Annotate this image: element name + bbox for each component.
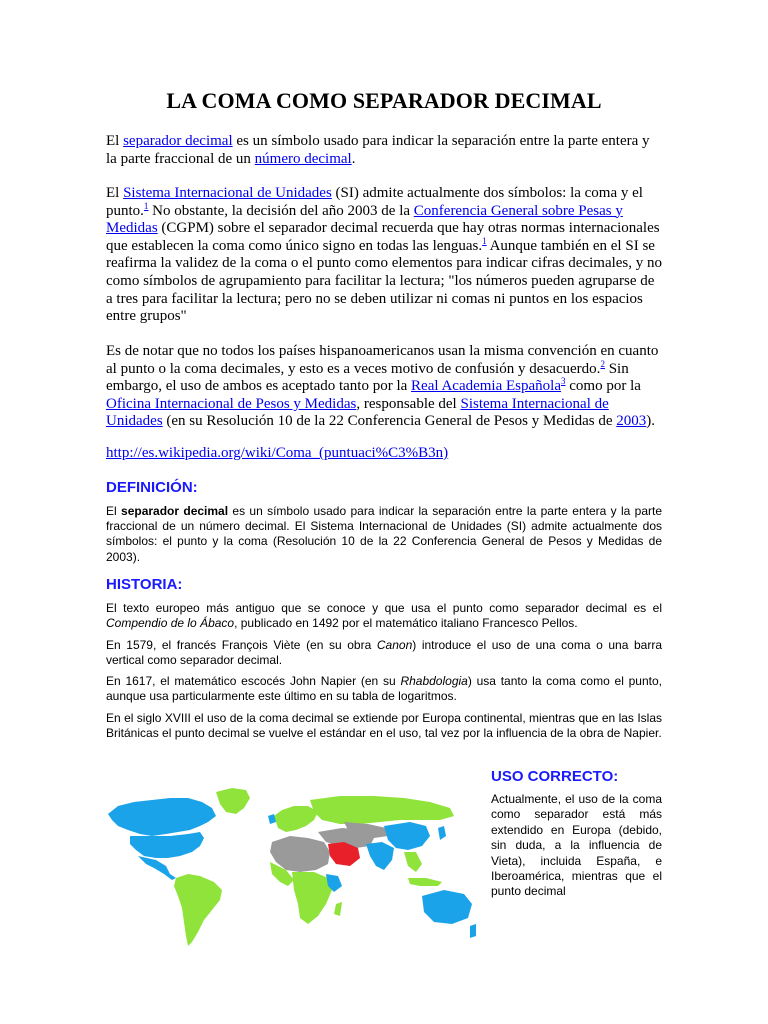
definicion-paragraph (106, 504, 662, 565)
link-sistema-internacional-2[interactable]: Sistema Internacional de Unidades (106, 395, 609, 430)
uso-correcto-paragraph: Actualmente, el uso de la coma como separador está más extendido en Europa (debido, sin duda, a la influencia de Vieta), incluida España, e Iberoamérica, mientras que el punto decimal (491, 792, 662, 899)
text-span: (CGPM) sobre el separador decimal recuerda que hay otras normas internacionales que establecen la coma como único signo en todas las lenguas. (106, 220, 660, 254)
footnote-ref[interactable]: 2 (600, 358, 605, 369)
intro-paragraph-2 (106, 185, 662, 326)
intro-paragraph-1 (106, 133, 662, 168)
italic-title: Rhabdologia (400, 674, 468, 688)
text-span: El (106, 504, 122, 518)
historia-paragraph-3 (106, 674, 662, 704)
historia-paragraph-1 (106, 601, 662, 631)
text-span: El (106, 133, 124, 149)
text-span: es un símbolo usado para indicar la separación entre la parte entera y la parte fraccional de un (106, 133, 650, 167)
italic-title: Canon (376, 638, 413, 652)
text-span: En 1617, el matemático escocés John Napier (en su (106, 674, 401, 688)
heading-historia: HISTORIA: (106, 576, 183, 593)
heading-uso-correcto: USO CORRECTO: (491, 768, 619, 785)
text-span: ) usa tanto la coma como el punto, aunque usa particularmente este último en su tabla de logaritmos. (106, 674, 662, 704)
link-conferencia-general[interactable]: Conferencia General sobre Pesas y Medidas (106, 202, 623, 237)
text-span: Aunque también en el SI se reafirma la validez de la coma o el punto como elementos para indicar cifras decimales, y no como símbolos de agrupamiento para facilitar la lectura; "los números pueden agruparse de a tres para facilitar la lectura; pero no se deben utilizar ni comas ni puntos en los espacios entre grupos" (106, 237, 663, 325)
link-2003[interactable]: 2003 (616, 413, 647, 430)
map-region-new-zealand (470, 924, 476, 938)
footnote-ref[interactable]: 1 (143, 200, 149, 211)
link-separador-decimal[interactable]: separador decimal (123, 133, 233, 149)
source-url-link[interactable]: http://es.wikipedia.org/wiki/Coma_(puntuaci%C3%B3n) (106, 445, 449, 461)
text-span: . (351, 150, 356, 167)
text-span: Sin embargo, el uso de ambos es aceptado tanto por la (106, 360, 629, 395)
text-span: , responsable del (356, 395, 461, 412)
link-oficina-internacional[interactable]: Oficina Internacional de Pesos y Medidas (106, 395, 357, 412)
text-span: como por la (565, 378, 641, 395)
intro-paragraph-3 (106, 343, 662, 431)
text-span: , publicado en 1492 por el matemático italiano Francesco Pellos. (234, 616, 578, 631)
historia-paragraph-4: En el siglo XVIII el uso de la coma decimal se extiende por Europa continental, mientras que en las Islas Británicas el punto decimal se vuelve el estándar en el uso, tal vez por la influencia de la obra de Napier. (106, 711, 662, 741)
text-span: es un símbolo usado para indicar la separación entre la parte entera y la parte fraccional de un número decimal. El Sistema Internacional de Unidades (SI) admite actualmente dos símbolos: el punto y la coma (Resolución 10 de la 22 Conferencia General de Pesos y Medidas de 2003). (106, 504, 662, 564)
world-map-image (104, 786, 482, 954)
page-title: LA COMA COMO SEPARADOR DECIMAL (166, 88, 602, 113)
link-real-academia[interactable]: Real Academia Española (411, 378, 561, 395)
text-span: ). (646, 413, 656, 430)
text-span: No obstante, la decisión del año 2003 de la (148, 202, 414, 219)
text-span: (SI) admite actualmente dos símbolos: la coma y el punto. (106, 185, 643, 219)
italic-title: Compendio de lo Ábaco (106, 616, 235, 631)
link-sistema-internacional[interactable]: Sistema Internacional de Unidades (123, 185, 332, 201)
text-span: El texto europeo más antiguo que se conoce y que usa el punto como separador decimal es el (106, 601, 662, 615)
footnote-ref[interactable]: 3 (561, 376, 566, 387)
historia-paragraph-2 (106, 638, 662, 668)
text-span: El (106, 185, 124, 201)
text-span: (en su Resolución 10 de la 22 Conferencia General de Pesos y Medidas de (162, 413, 617, 430)
text-span: En 1579, el francés François Viète (en su obra (106, 638, 377, 652)
footnote-ref[interactable]: 1 (482, 235, 487, 246)
heading-definicion: DEFINICIÓN: (106, 479, 198, 496)
text-span: ) introduce el uso de una coma o una barra vertical como separador decimal. (106, 638, 663, 668)
source-url-line (106, 445, 662, 463)
bold-term: separador decimal (121, 504, 229, 518)
link-numero-decimal[interactable]: número decimal (254, 150, 352, 167)
text-span: Es de notar que no todos los países hispanoamericanos usan la misma convención en cuanto al punto o la coma decimales, y esto es a veces motivo de confusión y desacuerdo. (106, 343, 659, 377)
